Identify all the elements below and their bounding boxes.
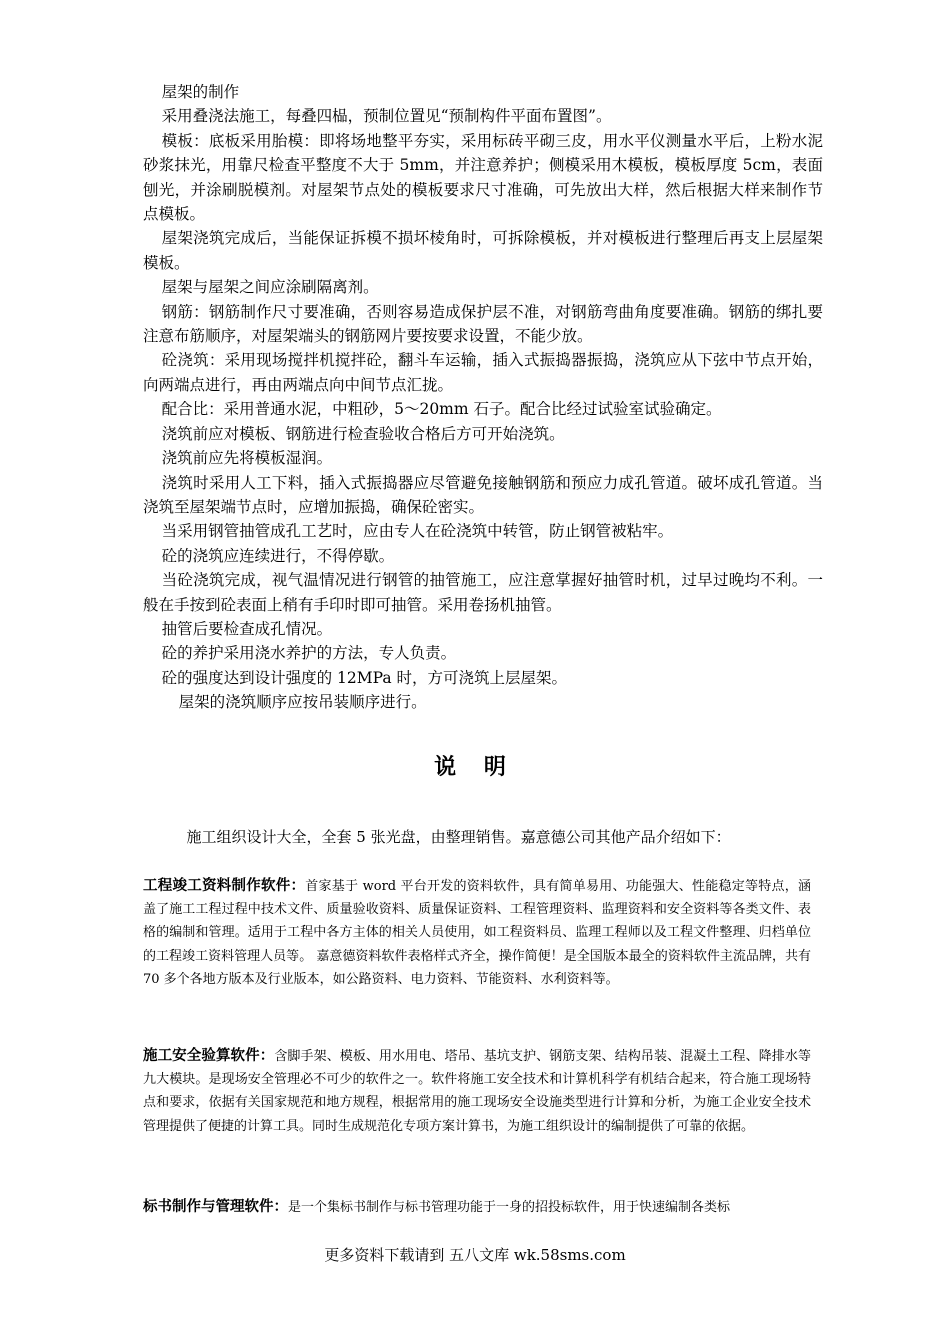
product-name: 施工安全验算软件： [143,1047,275,1064]
product-desc: 首家基于 word 平台开发的资料软件，具有简单易用、功能强大、性能稳定等特点，涵盖了施工工程过程中技术文件、质量验收资料、质量保证资料、工程管理资料、监理资料和安全资料等各类文件、表格的编制和管理。适用于工程中各方主体的相关人员使用，如工程资料员、监理工程师以及工程文件整理、归档单位的工程竣工资料管理人员等。 嘉意德资料软件表格样式齐全，操作简便！是全国版本最全的资料软件主流品牌，共有 70 多个各地方版本及行业版本，如公路资料、电力资料、节能资料、水利资料等。 [143,879,811,987]
paragraph: 当采用钢管抽管成孔工艺时，应由专人在砼浇筑中转管，防止钢管被粘牢。 [161,522,674,541]
construction-text [143,80,823,715]
paragraph: 采用叠浇法施工，每叠四榀，预制位置见“预制构件平面布置图”。 [161,107,612,126]
paragraph: 钢筋：钢筋制作尺寸要准确，否则容易造成保护层不准，对钢筋弯曲角度要准确。钢筋的绑扎要注意布筋顺序，对屋架端头的钢筋网片要按要求设置，不能少放。 [143,302,823,346]
paragraph: 砼的强度达到设计强度的 12MPa 时，方可浇筑上层屋架。 [161,668,568,687]
paragraph: 浇筑时采用人工下料，插入式振捣器应尽管避免接触钢筋和预应力成孔管道。破坏成孔管道。当浇筑至屋架端节点时，应增加振捣，确保砼密实。 [143,473,823,516]
product-description [143,1044,811,1138]
paragraph: 砼的养护采用浇水养护的方法，专人负责。 [161,644,457,663]
paragraph: 屋架浇筑完成后，当能保证拆模不损坏棱角时，可拆除模板，并对模板进行整理后再支上层屋架模板。 [143,229,823,272]
product-description [143,874,811,991]
paragraph: 屋架的制作 [161,83,240,101]
page-footer: 更多资料下载请到 五八文库 wk.58sms.com [324,1246,626,1264]
paragraph: 抽管后要检查成孔情况。 [161,619,333,638]
paragraph: 浇筑前应对模板、钢筋进行检查验收合格后方可开始浇筑。 [161,424,565,443]
paragraph: 浇筑前应先将模板湿润。 [161,449,333,468]
product-description [143,1195,811,1219]
intro-text: 施工组织设计大全，全套 5 张光盘，由整理销售。嘉意德公司其他产品介绍如下： [186,828,731,846]
paragraph: 屋架的浇筑顺序应按吊装顺序进行。 [178,693,427,712]
paragraph: 配合比：采用普通水泥，中粗砂，5～20mm 石子。配合比经过试验室试验确定。 [161,400,722,419]
paragraph: 砼的浇筑应连续进行，不得停歇。 [161,546,395,565]
product-name: 标书制作与管理软件： [143,1198,288,1215]
product-name: 工程竣工资料制作软件： [143,877,306,894]
paragraph: 屋架与屋架之间应涂刷隔离剂。 [161,278,379,297]
paragraph: 模板：底板采用胎模：即将场地整平夯实，采用标砖平砌三皮，用水平仪测量水平后，上粉水泥砂浆抹光，用靠尺检查平整度不大于 5mm，并注意养护；侧模采用木模板，模板厚度 5cm，表面刨光，并涂刷脱模剂。对屋架节点处的模板要求尺寸准确，可先放出大样，然后根据大样来制作节点模板。 [143,131,823,224]
section-heading: 说 明 [434,754,516,780]
product-desc: 是一个集标书制作与标书管理功能于一身的招投标软件，用于快速编制各类标 [288,1200,731,1215]
product-desc: 含脚手架、模板、用水用电、塔吊、基坑支护、钢筋支架、结构吊装、混凝土工程、降排水等九大模块。是现场安全管理必不可少的软件之一。软件将施工安全技术和计算机科学有机结合起来，符合施工现场特点和要求，依据有关国家规范和地方规程，根据常用的施工现场安全设施类型进行计算和分析，为施工企业安全技术管理提供了便捷的计算工具。同时生成规范化专项方案计算书，为施工组织设计的编制提供了可靠的依据。 [143,1049,811,1134]
paragraph: 砼浇筑：采用现场搅拌机搅拌砼，翻斗车运输，插入式振捣器振捣，浇筑应从下弦中节点开始，向两端点进行，再由两端点向中间节点汇拢。 [143,351,823,394]
paragraph: 当砼浇筑完成，视气温情况进行钢管的抽管施工，应注意掌握好抽管时机，过早过晚均不利。一般在手按到砼表面上稍有手印时即可抽管。采用卷扬机抽管。 [143,571,823,614]
